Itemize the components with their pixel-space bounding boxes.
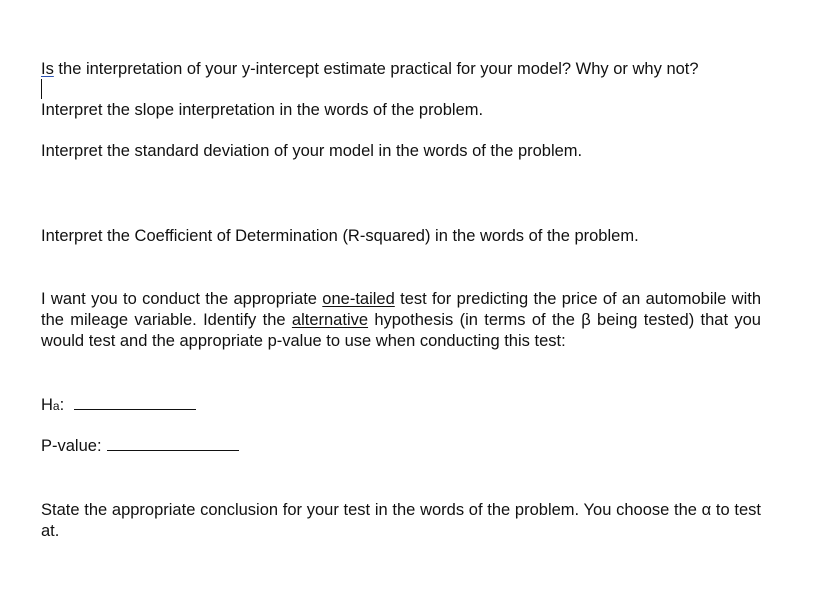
question-r-squared: Interpret the Coefficient of Determination (R-squared) in the words of the problem.: [41, 227, 639, 245]
alternative-hypothesis-line: [41, 395, 761, 417]
question-intercept: [41, 59, 761, 80]
p-value-line: [41, 436, 761, 457]
question-intercept-text: the interpretation of your y-intercept estimate practical for your model? Why or why not?: [53, 60, 699, 78]
text-cursor: [41, 79, 42, 99]
alternative-underlined: alternative: [291, 311, 369, 329]
p-value-label: P-value:: [41, 437, 102, 455]
question-conclusion: State the appropriate conclusion for your test in the words of the problem. You choose the α to test at.: [41, 501, 761, 540]
question-hypothesis-test: [41, 289, 761, 352]
hypothesis-text-part2: test for predicting the price of an automobile with the mileage variable. Identify the: [41, 290, 761, 329]
question-standard-deviation: Interpret the standard deviation of your model in the words of the problem.: [41, 142, 583, 160]
hypothesis-text-part1: I want you to conduct the appropriate: [41, 290, 323, 308]
question-intercept-first-word: Is: [41, 60, 54, 78]
question-slope: Interpret the slope interpretation in the words of the problem.: [41, 101, 484, 119]
ha-label-main: H: [41, 396, 53, 414]
hypothesis-text-part3: hypothesis (in terms of the β being tested) that you would test and the appropriate p-value to use when conducting this test:: [41, 311, 761, 350]
one-tailed-underlined: one-tailed: [322, 290, 395, 308]
ha-label-sub: a: [52, 399, 60, 413]
ha-answer-blank[interactable]: [74, 395, 196, 410]
ha-label-colon: :: [59, 396, 65, 414]
p-value-answer-blank[interactable]: [107, 436, 239, 451]
